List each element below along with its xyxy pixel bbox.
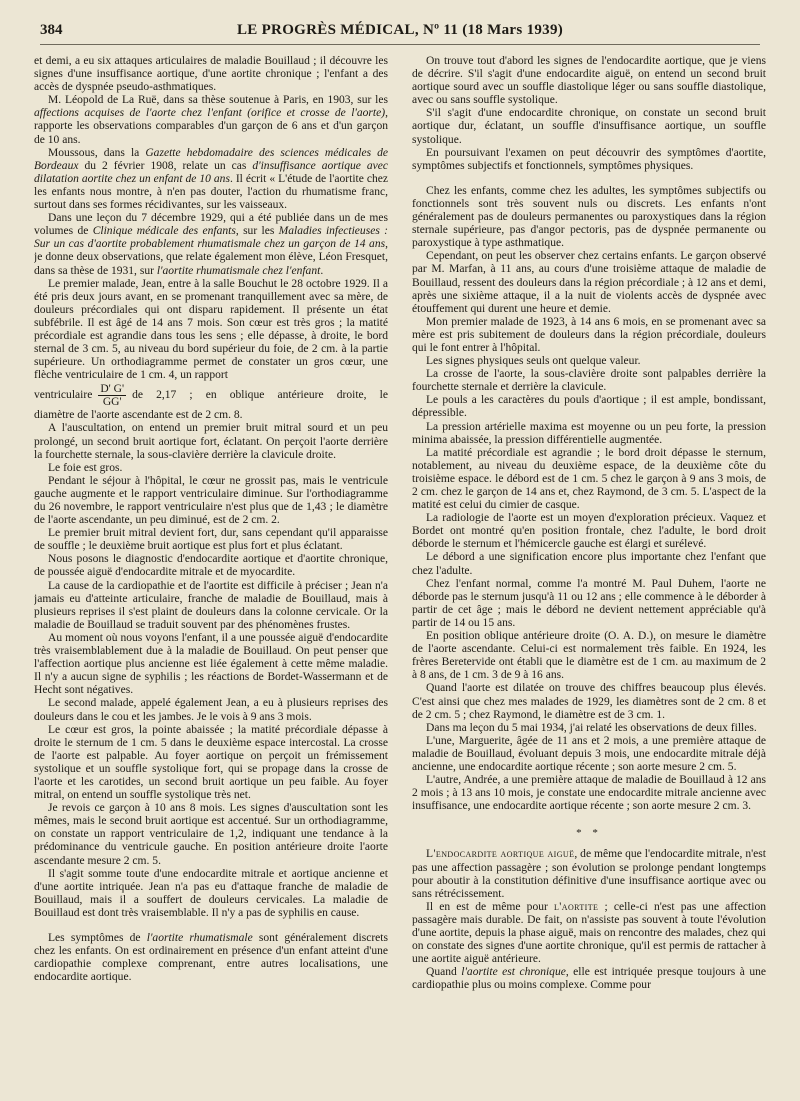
paragraph: Le foie est gros. — [48, 461, 123, 474]
paragraph: Le premier bruit mitral devient fort, dur, sans cependant qu'il apparaisse de souffle ; le deuxième bruit aortique est plus fort et plus éclatant. — [34, 527, 388, 553]
paragraph: Le cœur est gros, la pointe abaissée ; la matité précordiale dépasse à droite le sternum de 1 cm. 5 dans le deuxième espace intercostal. La crosse de l'aorte est palpable. Au foyer aortique on perçoit un frémissement systolique et un souffle systolique fort, qui se propage dans la crosse de l'aorte et les carotides, un second bruit aortique un peu faible. Au foyer mitral, on entend un souffle systolique très net. — [34, 723, 388, 802]
paragraph: M. Léopold de La Ruë, dans sa thèse soutenue à Paris, en 1903, sur les affections acquises de l'aorte chez l'enfant (orifice et crosse de l'aorte), rapporte les observations comparables d'un garçon de 6 ans et d'un garçon de 10 ans. — [34, 94, 388, 146]
fraction — [98, 383, 126, 408]
paragraph: Le second malade, appelé également Jean, a eu à plusieurs reprises des douleurs dans le cou et les jambes. Je le vois à 9 ans 3 mois. — [34, 697, 388, 723]
paragraph: La pression artérielle maxima est moyenne ou un peu forte, la pression minima abaissée, la pression différentielle augmentée. — [412, 420, 766, 446]
paragraph: Quand l'aortite est chronique, elle est intriquée presque toujours à une cardiopathie plus ou moins complexe. Comme pour — [412, 966, 766, 992]
paragraph: L'autre, Andrée, a une première attaque de maladie de Bouillaud à 12 ans 2 mois ; à 13 ans 10 mois, je constate une endocardite mitrale ancienne avec insuffisance, une endocardite aortique récente ; son aorte mesure 2 cm. 3. — [412, 774, 766, 813]
paragraph: Pendant le séjour à l'hôpital, le cœur ne grossit pas, mais le ventricule gauche augmente et le rapport ventriculaire diminue. Sur l'orthodiagramme du 26 novembre, le rapport ventriculaire n'est plus que de 1,43 ; le diamètre de l'aorte ascendante, un peu diminué, est de 2 cm. 2. — [34, 474, 388, 527]
paragraph: Au moment où nous voyons l'enfant, il a une poussée aiguë d'endocardite très vraisemblablement due à la maladie de Bouillaud. On peut penser que l'affection aortique plus ancienne est liée également à cette même maladie. Il n'y a aucun signe de syphilis ; les réactions de Bordet-Wassermann et de Hecht sont négatives. — [34, 631, 388, 697]
formula-suffix: de 2,17 ; en oblique antérieure droite, le — [132, 389, 388, 402]
paragraph: La radiologie de l'aorte est un moyen d'exploration précieux. Vaquez et Bordet ont montré qu'en position frontale, chez l'adulte, le bord droit déborde le sternum et l'hémicercle gauche est élargi et surélevé. — [412, 512, 766, 551]
paragraph: Dans une leçon du 7 décembre 1929, qui a été publiée dans un de mes volumes de Clinique médicale des enfants, sur les Maladies infectieuses : Sur un cas d'aortite probablement rhumatismale chez un garçon de 14 ans, je donne deux observations, que relate également mon élève, Léon Fresquet, dans sa thèse de 1931, sur l'aortite rhumatismale chez l'enfant. — [34, 212, 388, 277]
paragraph: En position oblique antérieure droite (O. A. D.), on mesure le diamètre de l'aorte ascendante. Celui-ci est normalement très faible. En 1924, les frères Beretervide ont établi que le diamètre est de 1 cm. au maximum de 2 à 8 ans, de 1 cm. 3 de 9 à 16 ans. — [412, 630, 766, 682]
paragraph: S'il s'agit d'une endocardite chronique, on constate un second bruit aortique dur, éclatant, un souffle d'insuffisance aortique, un souffle systolique. — [412, 107, 766, 146]
left-column — [34, 55, 388, 1085]
ventricular-ratio-formula — [34, 383, 388, 408]
paragraph: Quand l'aorte est dilatée on trouve des chiffres beaucoup plus élevés. C'est ainsi que chez mes malades de 1929, les diamètres sont de 2 cm. 8 et de 2 cm. 5 ; chez Raymond, le diamètre est de 3 cm. 1. — [412, 682, 766, 721]
section-separator: * * — [576, 827, 602, 840]
paragraph: On trouve tout d'abord les signes de l'endocardite aortique, que je viens de décrire. S'il s'agit d'une endocardite aiguë, on entend un second bruit aortique sourd avec un souffle diastolique léger ou sans souffle diastolique, avec ou sans souffle systolique. — [412, 55, 766, 107]
paragraph: Chez les enfants, comme chez les adultes, les symptômes subjectifs ou fonctionnels sont très souvent nuls ou discrets. Les enfants n'ont généralement pas de douleurs permanentes ou paroxystiques dans la région sternale supérieure, pas d'angor pectoris, pas de dyspnée permanente ou paroxystique à type asthmatique. — [412, 184, 766, 250]
running-header — [40, 22, 760, 45]
fraction-denominator: GG' — [102, 396, 122, 409]
paragraph: et demi, a eu six attaques articulaires de maladie Bouillaud ; il découvre les signes d'une insuffisance aortique, d'une aortite chronique ; l'enfant a des accès de dyspnée pseudo-asthmatiques. — [34, 55, 388, 94]
paragraph: Moussous, dans la Gazette hebdomadaire des sciences médicales de Bordeaux du 2 février 1908, relate un cas d'insuffisance aortique avec dilatation aortite chez un enfant de 10 ans. Il écrit « L'étude de l'aortite chez les enfants nous montre, à n'en pas douter, l'action du rhumatisme franc, surtout dans ses formes récidivantes, sur les vaisseaux. — [34, 146, 388, 212]
paragraph: Le débord a une signification encore plus importante chez l'enfant que chez l'adulte. — [412, 551, 766, 577]
paragraph: Les symptômes de l'aortite rhumatismale sont généralement discrets chez les enfants. On est ordinairement en présence d'un enfant atteint d'une cardiopathie complexe comprenant, entre autres localisations, une endocardite aortique. — [34, 932, 388, 984]
paragraph: La matité précordiale est agrandie ; le bord droit dépasse le sternum, notablement, au niveau du deuxième espace, de la deuxième côte du troisième espace. le débord est de 1 cm. 5 chez le garçon à 9 ans 3 mois, de 2 cm. chez le garçon de 14 ans et, chez Raymond, de 3 cm. 5. L'aspect de la matité est celui du cimier de casque. — [412, 446, 766, 512]
paragraph: Le pouls a les caractères du pouls d'aortique ; il est ample, bondissant, dépressible. — [412, 394, 766, 420]
page-number: 384 — [40, 22, 63, 38]
paragraph: Cependant, on peut les observer chez certains enfants. Le garçon observé par M. Marfan, à 11 ans, au cours d'une troisième attaque de maladie de Bouillaud, ressent des douleurs dans la région précordiale ; à 12 ans et demi, après une sixième attaque, il a la nuit de violents accès de dyspnée avec étouffement qui durent une heure et demie. — [412, 250, 766, 315]
paragraph: La crosse de l'aorte, la sous-clavière droite sont palpables derrière la fourchette sternale et derrière la clavicule. — [412, 368, 766, 394]
paragraph: Le premier malade, Jean, entre à la salle Bouchut le 28 octobre 1929. Il a été pris deux jours avant, en se promenant tranquillement avec sa mère, de douleurs précordiales qui ont disparu rapidement. Il présente un état subfébrile. Il est âgé de 14 ans 7 mois. Son cœur est très gros ; la matité précordiale est agrandie dans tous les sens ; elle dépasse, à droite, le bord sternal de 3 cm. 5, au niveau du bord supérieur du foie, de 2 cm. à la partie supérieure. Un orthodiagramme permet de constater un gros cœur, une flèche ventriculaire de 1 cm. 4, un rapport — [34, 277, 388, 382]
formula-prefix: ventriculaire — [34, 389, 93, 402]
paragraph: Dans ma leçon du 5 mai 1934, j'ai relaté les observations de deux filles. — [426, 721, 757, 734]
paragraph: En poursuivant l'examen on peut découvrir des symptômes d'aortite, symptômes subjectifs et fonctionnels, symptômes physiques. — [412, 146, 766, 172]
paragraph: Il en est de même pour l'aortite ; celle-ci n'est pas une affection passagère mais durable. De fait, on n'assiste pas souvent à toute l'évolution d'une aortite, depuis la phase aiguë, mais on rencontre des malades, chez qui on constate des signes d'une aortite chronique, qu'il est permis de rattacher à une aortite aiguë antérieure. — [412, 900, 766, 966]
paragraph: A l'auscultation, on entend un premier bruit mitral sourd et un peu prolongé, un second bruit aortique fort, éclatant. On perçoit l'aorte derrière la fourchette sternale, la sous-clavière derrière la clavicule droite. — [34, 422, 388, 461]
paragraph: Nous posons le diagnostic d'endocardite aortique et d'aortite chronique, de poussée aiguë d'endocardite mitrale et de myocardite. — [34, 553, 388, 579]
paragraph: L'endocardite aortique aiguë, de même que l'endocardite mitrale, n'est pas une affection passagère ; son évolution se prolonge pendant longtemps pour aboutir à la constitution définitive d'une insuffisance aortique avec ou sans rétrécissement. — [412, 848, 766, 900]
paragraph: Mon premier malade de 1923, à 14 ans 6 mois, en se promenant avec sa mère est pris subitement de douleurs dans la région précordiale, douleurs qui le font entrer à l'hôpital. — [412, 315, 766, 354]
paragraph: Chez l'enfant normal, comme l'a montré M. Paul Duhem, l'aorte ne déborde pas le sternum jusqu'à 11 ou 12 ans ; elle commence à le déborder à partir de cet âge ; mais le débord ne devient nettement appréciable qu'à partir de 14 ou 15 ans. — [412, 577, 766, 629]
paragraph: Les signes physiques seuls ont quelque valeur. — [426, 355, 641, 368]
paragraph: L'une, Marguerite, âgée de 11 ans et 2 mois, a une première attaque de maladie de Bouillaud, évoluant depuis 3 mois, une endocardite mitrale déjà ancienne, une endocardite aortique récente ; son aorte mesure 2 cm. 5. — [412, 734, 766, 773]
paragraph: La cause de la cardiopathie et de l'aortite est difficile à préciser ; Jean n'a jamais eu d'atteinte articulaire, franche de maladie de Bouillaud, mais à plusieurs reprises il s'est plaint de douleurs dans la colonne cervicale. Or la maladie de Bouillaud se traduit souvent par des phénomènes frustes. — [34, 579, 388, 631]
paragraph: Il s'agit somme toute d'une endocardite mitrale et aortique ancienne et d'une aortite intriquée. Jean n'a pas eu d'attaque franche de maladie de Bouillaud, mais il a souffert de douleurs cervicales. La maladie de Bouillaud est dont très vraisemblable. Il n'y a pas de syphilis en cause. — [34, 867, 388, 919]
fraction-numerator: D' G' — [100, 383, 125, 396]
journal-title: LE PROGRÈS MÉDICAL, Nº 11 (18 Mars 1939) — [236, 22, 564, 38]
right-column — [412, 55, 766, 1085]
paragraph: diamètre de l'aorte ascendante est de 2 cm. 8. — [34, 409, 243, 422]
paragraph: Je revois ce garçon à 10 ans 8 mois. Les signes d'auscultation sont les mêmes, mais le second bruit aortique est accentué. Sur un orthodiagramme, on constate un rapport ventriculaire de 1,2, indiquant une tendance à la prédominance du ventricule gauche. En position antérieure droite l'aorte ascendante mesure 2 cm. 5. — [34, 802, 388, 867]
